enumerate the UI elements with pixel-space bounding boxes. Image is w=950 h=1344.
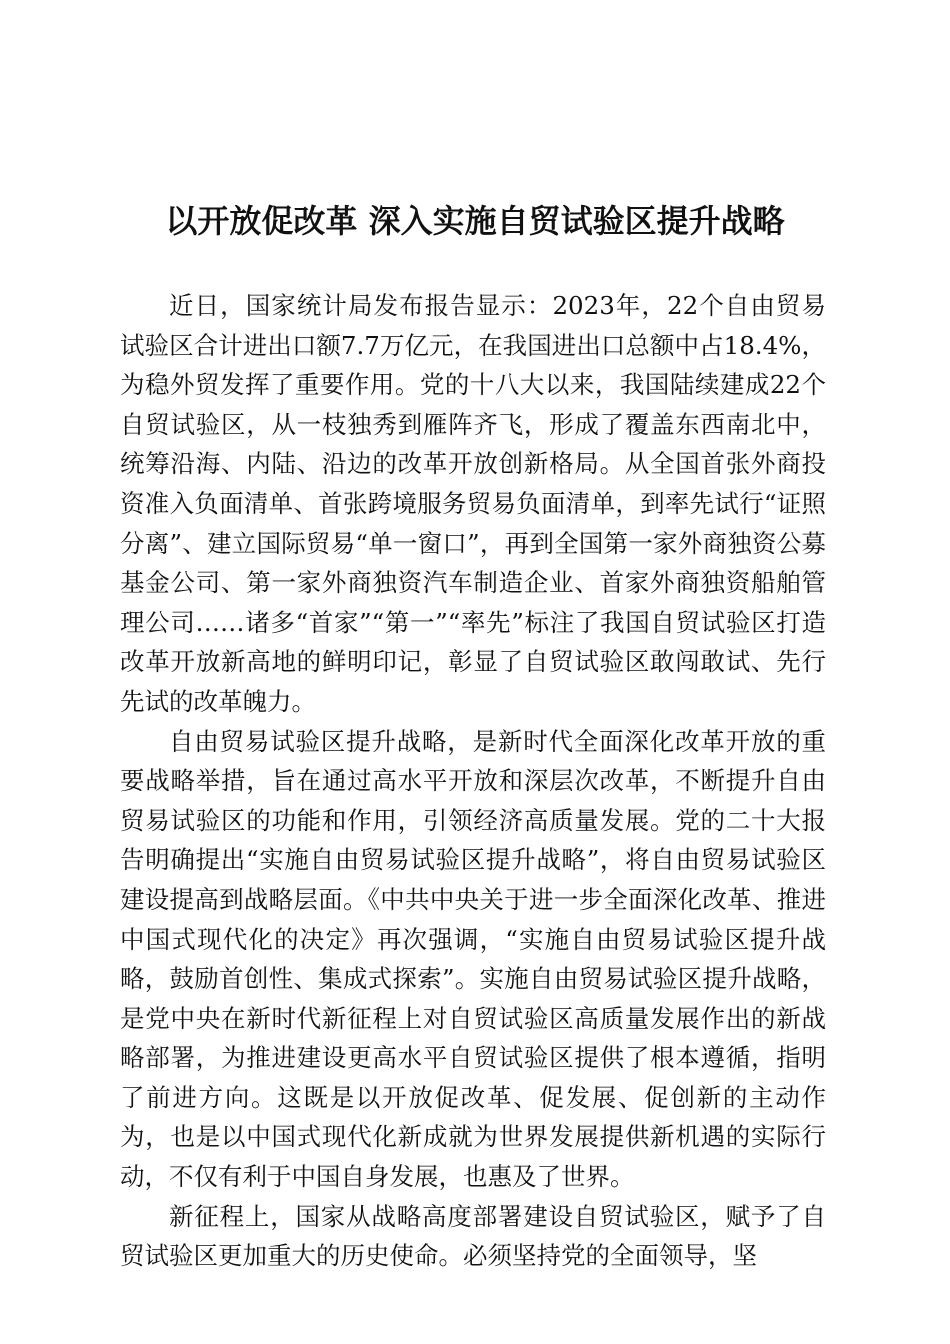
paragraph-2: 自由贸易试验区提升战略，是新时代全面深化改革开放的重要战略举措，旨在通过高水平开放和深层次改革，不断提升自由贸易试验区的功能和作用，引领经济高质量发展。党的二十大报告明确提出“实施自由贸易试验区提升战略”，将自由贸易试验区建设提高到战略层面。《中共中央关于进一步全面深化改革、推进中国式现代化的决定》再次强调，“实施自由贸易试验区提升战略，鼓励首创性、集成式探索”。实施自由贸易试验区提升战略，是党中央在新时代新征程上对自贸试验区高质量发展作出的新战略部署，为推进建设更高水平自贸试验区提供了根本遵循，指明了前进方向。这既是以开放促改革、促发展、促创新的主动作为，也是以中国式现代化新成就为世界发展提供新机遇的实际行动，不仅有利于中国自身发展，也惠及了世界。 bbox=[120, 726, 826, 1192]
document-body bbox=[120, 286, 826, 1276]
paragraph-3: 新征程上，国家从战略高度部署建设自贸试验区，赋予了自贸试验区更加重大的历史使命。必须坚持党的全面领导，坚 bbox=[120, 1201, 826, 1271]
paragraph-1: 近日，国家统计局发布报告显示：2023年，22个自由贸易试验区合计进出口额7.7万亿元，在我国进出口总额中占18.4%，为稳外贸发挥了重要作用。党的十八大以来，我国陆续建成22个自贸试验区，从一枝独秀到雁阵齐飞，形成了覆盖东西南北中，统筹沿海、内陆、沿边的改革开放创新格局。从全国首张外商投资准入负面清单、首张跨境服务贸易负面清单，到率先试行“证照分离”、建立国际贸易“单一窗口”，再到全国第一家外商独资公募基金公司、第一家外商独资汽车制造企业、首家外商独资船舶管理公司……诸多“首家”“第一”“率先”标注了我国自贸试验区打造改革开放新高地的鲜明印记，彰显了自贸试验区敢闯敢试、先行先试的改革魄力。 bbox=[120, 291, 826, 716]
document-title: 以开放促改革 深入实施自贸试验区提升战略 bbox=[165, 202, 785, 240]
